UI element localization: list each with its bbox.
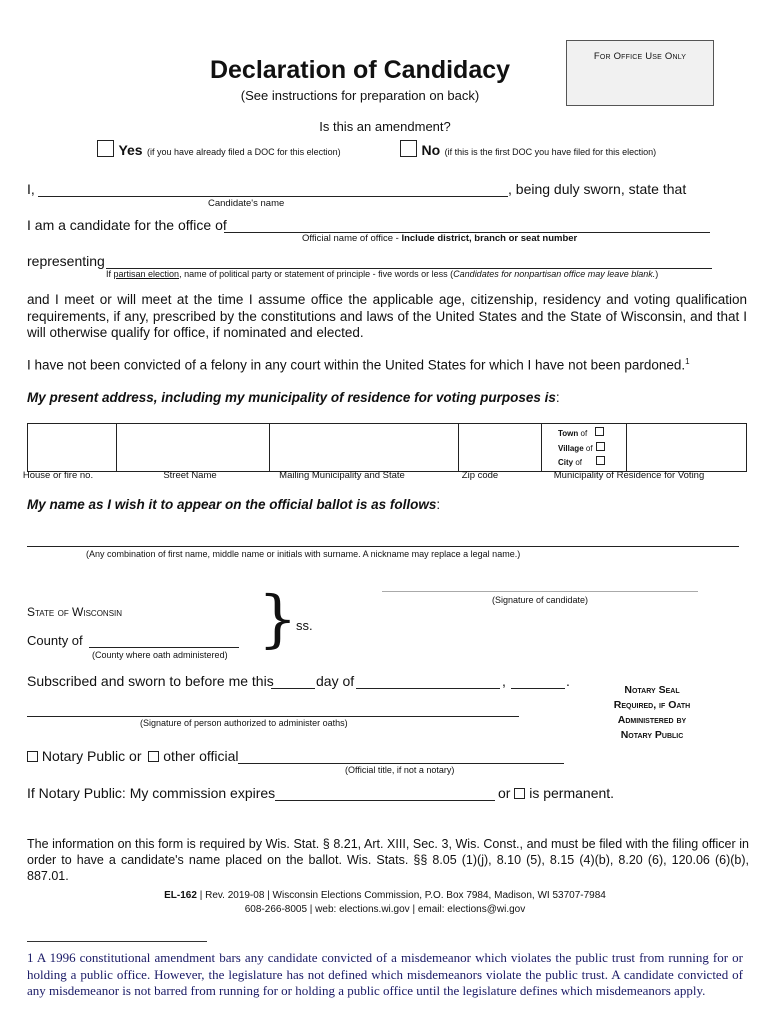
representing-caption-italic: Candidates for nonpartisan office may leave blank. [453,269,656,279]
sworn-comma: , [502,673,506,689]
form-footer-line-1 [0,889,770,903]
zip-code-cell[interactable] [459,424,542,472]
candidate-suffix: , being duly sworn, state that [508,181,687,197]
municipality-village-option[interactable] [558,442,626,457]
notary-seal-line-3: Administered by [617,714,687,726]
house-number-cell[interactable] [28,424,117,472]
official-title-caption: (Official title, if not a notary) [345,765,455,775]
authorized-signature-field[interactable] [27,715,519,717]
sworn-year-field[interactable] [511,687,565,689]
address-heading [27,390,560,405]
notary-public-checkbox[interactable] [27,751,38,762]
partisan-election-link[interactable]: partisan election [113,269,180,279]
ballot-name-heading-colon: : [436,497,441,512]
authorized-signature-caption: (Signature of person authorized to administer oaths) [140,718,348,728]
village-label: Village [558,443,584,453]
notary-seal-line-1: Notary Seal [624,684,680,696]
town-checkbox[interactable] [595,427,604,436]
commission-permanent-row [498,785,614,801]
state-label: State of Wisconsin [27,605,123,619]
brace-symbol: } [258,582,298,655]
amendment-question: Is this an amendment? [319,119,451,134]
village-checkbox[interactable] [596,442,605,451]
notary-seal-note [586,683,718,743]
form-title: Declaration of Candidacy [209,56,511,84]
notary-seal-line-4: Notary Public [620,729,684,741]
sworn-day-label: day of [316,673,355,689]
address-heading-colon: : [555,390,560,405]
city-of: of [573,458,583,467]
sworn-period: . [566,673,570,689]
candidate-name-field[interactable] [38,195,508,197]
municipality-name-cell[interactable] [627,424,747,472]
other-official-label: other official [163,748,239,764]
permanent-checkbox[interactable] [514,788,525,799]
qualification-text: and I meet or will meet at the time I assume office the applicable age, citizenship, residency and voting qualification requirements, if any, prescribed by the constitutions and laws of the United States and the State of Wisconsin, and that I will otherwise qualify for office, if nominated and elected. [27,292,747,340]
no-label: No [421,142,441,158]
office-caption-bold: Include district, branch or seat number [401,233,578,244]
office-use-box [566,40,714,106]
notary-official-row [27,748,239,764]
col-zip-code: Zip code [461,470,499,481]
legal-text: The information on this form is required by Wis. Stat. § 8.21, Art. XIII, Sec. 3, Wis. Const., and must be filed with the filing officer in order to have a candidate's name placed on the ballot. Wis. Stats. §§ 8.05 (1)(j), 8.10 (5), 8.15 (4)(b), 8.20 (6), 120.06 (6)(b), 887.01. [27,837,749,883]
ballot-name-field[interactable] [27,545,739,547]
form-footer [0,889,770,916]
ballot-name-heading [27,497,440,512]
city-checkbox[interactable] [596,456,605,465]
yes-checkbox[interactable] [97,140,114,157]
municipality-town-option[interactable] [558,427,626,442]
office-caption-plain: Official name of office - [302,233,402,244]
footnote-separator [27,941,207,942]
felony-text: I have not been convicted of a felony in any court within the United States for which I have not been pardoned. [27,357,686,373]
col-street-name: Street Name [163,470,217,481]
footnote-mark: 1 [27,950,34,965]
county-label: County of [27,633,83,648]
representing-label: representing [27,253,105,269]
representing-caption-rest: , name of political party or statement of principle - five words or less ( [179,269,454,279]
municipality-city-option[interactable] [558,456,626,471]
candidate-prefix: I, [27,181,35,197]
address-row [28,424,747,472]
no-checkbox[interactable] [400,140,417,157]
commission-expiry-field[interactable] [275,799,495,801]
address-table [27,423,747,472]
commission-permanent-label: is permanent. [529,785,615,801]
candidate-name-caption: Candidate's name [208,198,285,209]
col-house-number: House or fire no. [22,470,94,481]
county-field[interactable] [89,646,239,648]
amendment-no-option[interactable] [400,140,656,160]
footnote-text: A 1996 constitutional amendment bars any candidate convicted of a misdemeanor which violates the public trust from running for or holding a public office. However, the legislature has not defined which misdemeanors violate the public trust. A candidate convicted of any misdemeanor is not barred from running for or holding a public office until the legislature defines which misdemeanors apply. [27,950,743,998]
mailing-municipality-cell[interactable] [270,424,459,472]
amendment-yes-option[interactable] [97,140,341,160]
form-footer-rest: | Rev. 2019-08 | Wisconsin Elections Commission, P.O. Box 7984, Madison, WI 53707-7984 [196,890,606,901]
felony-statement [27,357,690,373]
representing-caption [106,269,658,279]
notary-seal-line-2: Required, if Oath [613,699,691,711]
candidate-signature-field[interactable] [382,591,698,592]
ballot-name-heading-text: My name as I wish it to appear on the official ballot is as follows [27,497,437,512]
city-label: City [558,458,574,467]
county-caption: (County where oath administered) [92,650,228,660]
yes-label: Yes [118,142,143,158]
office-prefix: I am a candidate for the office of [27,217,227,233]
commission-or: or [498,785,511,801]
yes-note: (if you have already filed a DOC for this election) [147,147,341,157]
sworn-month-field[interactable] [356,687,500,689]
official-title-field[interactable] [238,762,564,764]
street-name-cell[interactable] [117,424,270,472]
office-use-label: For Office Use Only [593,51,687,62]
col-municipality-residence: Municipality of Residence for Voting [553,470,705,481]
form-subtitle: (See instructions for preparation on back) [240,88,480,103]
village-of: of [583,443,593,453]
footnote [27,950,743,1000]
commission-prefix: If Notary Public: My commission expires [27,785,276,801]
representing-caption-if: If [106,269,114,279]
sworn-prefix: Subscribed and sworn to before me this [27,673,274,689]
ballot-name-caption: (Any combination of first name, middle name or initials with surname. A nickname may replace a legal name.) [86,549,521,559]
representing-caption-end: ) [655,269,659,279]
other-official-checkbox[interactable] [148,751,159,762]
town-of: of [578,429,588,438]
address-heading-text: My present address, including my municipality of residence for voting purposes is [27,390,556,405]
col-mailing-municipality: Mailing Municipality and State [279,470,405,481]
form-id: EL-162 [164,890,197,901]
town-label: Town [558,429,579,438]
no-note: (if this is the first DOC you have filed for this election) [444,147,657,157]
notary-public-label: Notary Public or [41,748,142,764]
sworn-day-field[interactable] [271,687,315,689]
ss-label: ss. [296,618,313,633]
office-caption [302,233,577,244]
candidate-signature-caption: (Signature of candidate) [491,595,589,605]
municipality-type-cell [542,424,627,472]
felony-footnote-mark: 1 [685,357,690,366]
form-footer-line-2: 608-266-8005 | web: elections.wi.gov | email: elections@wi.gov [244,903,526,915]
